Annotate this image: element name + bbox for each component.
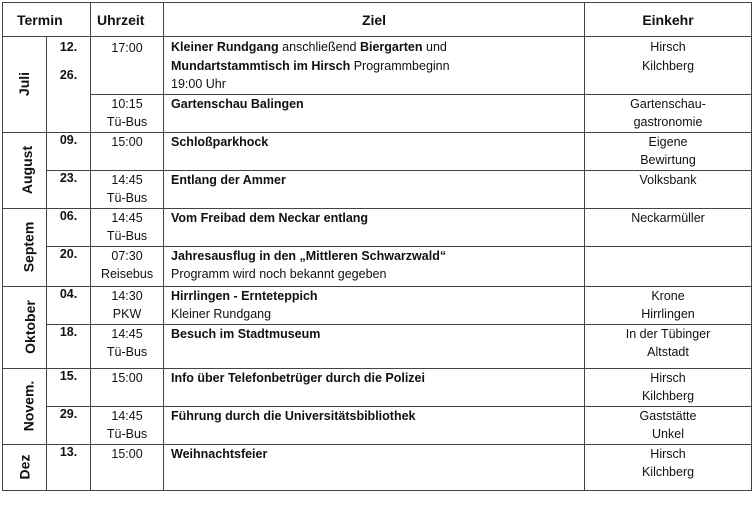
stop-cell: Neckarmüller xyxy=(585,208,752,246)
month-dezember: Dez xyxy=(3,444,47,490)
day-cell xyxy=(47,37,91,133)
time-cell: 14:45 Tü-Bus xyxy=(91,324,164,368)
stop-cell: Hirsch Kilchberg xyxy=(585,444,752,490)
goal-cell: Vom Freibad dem Neckar entlang xyxy=(164,208,585,246)
table-row xyxy=(3,286,752,324)
day-cell: 09. xyxy=(47,132,91,170)
table-row xyxy=(3,37,752,95)
time-cell: 07:30 Reisebus xyxy=(91,246,164,286)
header-termin: Termin xyxy=(3,3,91,37)
goal-cell: Entlang der Ammer xyxy=(164,170,585,208)
header-einkehr: Einkehr xyxy=(585,3,752,37)
stop-cell: Gaststätte Unkel xyxy=(585,406,752,444)
month-juli: Juli xyxy=(3,37,47,133)
goal-cell: Jahresausflug in den „Mittleren Schwarzwald“ Programm wird noch bekannt gegeben xyxy=(164,246,585,286)
time-cell: 14:45 Tü-Bus xyxy=(91,208,164,246)
header-ziel: Ziel xyxy=(164,3,585,37)
day-cell: 06. xyxy=(47,208,91,246)
time-cell: 15:00 xyxy=(91,132,164,170)
stop-cell: Volksbank xyxy=(585,170,752,208)
header-row xyxy=(3,3,752,37)
month-november: Novem. xyxy=(3,368,47,444)
time-cell: 17:00 xyxy=(91,37,164,95)
day-cell: 23. xyxy=(47,170,91,208)
stop-cell: Hirsch Kilchberg xyxy=(585,37,752,95)
goal-cell: Gartenschau Balingen xyxy=(164,94,585,132)
day-cell: 13. xyxy=(47,444,91,490)
goal-cell: Führung durch die Universitätsbibliothek xyxy=(164,406,585,444)
day-26: 26. xyxy=(59,68,78,82)
month-oktober: Oktober xyxy=(3,286,47,368)
table-row xyxy=(3,406,752,444)
table-row xyxy=(3,132,752,170)
time-cell: 10:15 Tü-Bus xyxy=(91,94,164,132)
time-cell: 14:45 Tü-Bus xyxy=(91,406,164,444)
day-cell: 04. xyxy=(47,286,91,324)
schedule-table xyxy=(2,2,752,491)
table-row xyxy=(3,170,752,208)
table-row xyxy=(3,444,752,490)
stop-cell: Gartenschau- gastronomie xyxy=(585,94,752,132)
day-cell: 18. xyxy=(47,324,91,368)
goal-cell: Weihnachtsfeier xyxy=(164,444,585,490)
table-row xyxy=(3,94,752,132)
goal-cell: Besuch im Stadtmuseum xyxy=(164,324,585,368)
time-cell: 15:00 xyxy=(91,444,164,490)
goal-cell: Schloßparkhock xyxy=(164,132,585,170)
table-row xyxy=(3,324,752,368)
stop-cell: In der Tübinger Altstadt xyxy=(585,324,752,368)
table-row xyxy=(3,368,752,406)
day-12: 12. xyxy=(59,40,78,54)
goal-cell: Info über Telefonbetrüger durch die Polizei xyxy=(164,368,585,406)
stop-cell: Eigene Bewirtung xyxy=(585,132,752,170)
time-cell: 14:45 Tü-Bus xyxy=(91,170,164,208)
goal-cell: Hirrlingen - Ernteteppich Kleiner Rundgang xyxy=(164,286,585,324)
time-cell: 15:00 xyxy=(91,368,164,406)
goal-cell: Kleiner Rundgang anschließend Biergarten und Mundartstammtisch im Hirsch Programmbeginn 19:00 Uhr xyxy=(164,37,585,95)
day-cell: 20. xyxy=(47,246,91,286)
time-cell: 14:30 PKW xyxy=(91,286,164,324)
day-cell: 15. xyxy=(47,368,91,406)
month-august: August xyxy=(3,132,47,208)
month-september: Septem xyxy=(3,208,47,286)
table-row xyxy=(3,208,752,246)
day-cell: 29. xyxy=(47,406,91,444)
stop-cell xyxy=(585,246,752,286)
header-uhrzeit: Uhrzeit xyxy=(91,3,164,37)
stop-cell: Krone Hirrlingen xyxy=(585,286,752,324)
stop-cell: Hirsch Kilchberg xyxy=(585,368,752,406)
table-row xyxy=(3,246,752,286)
